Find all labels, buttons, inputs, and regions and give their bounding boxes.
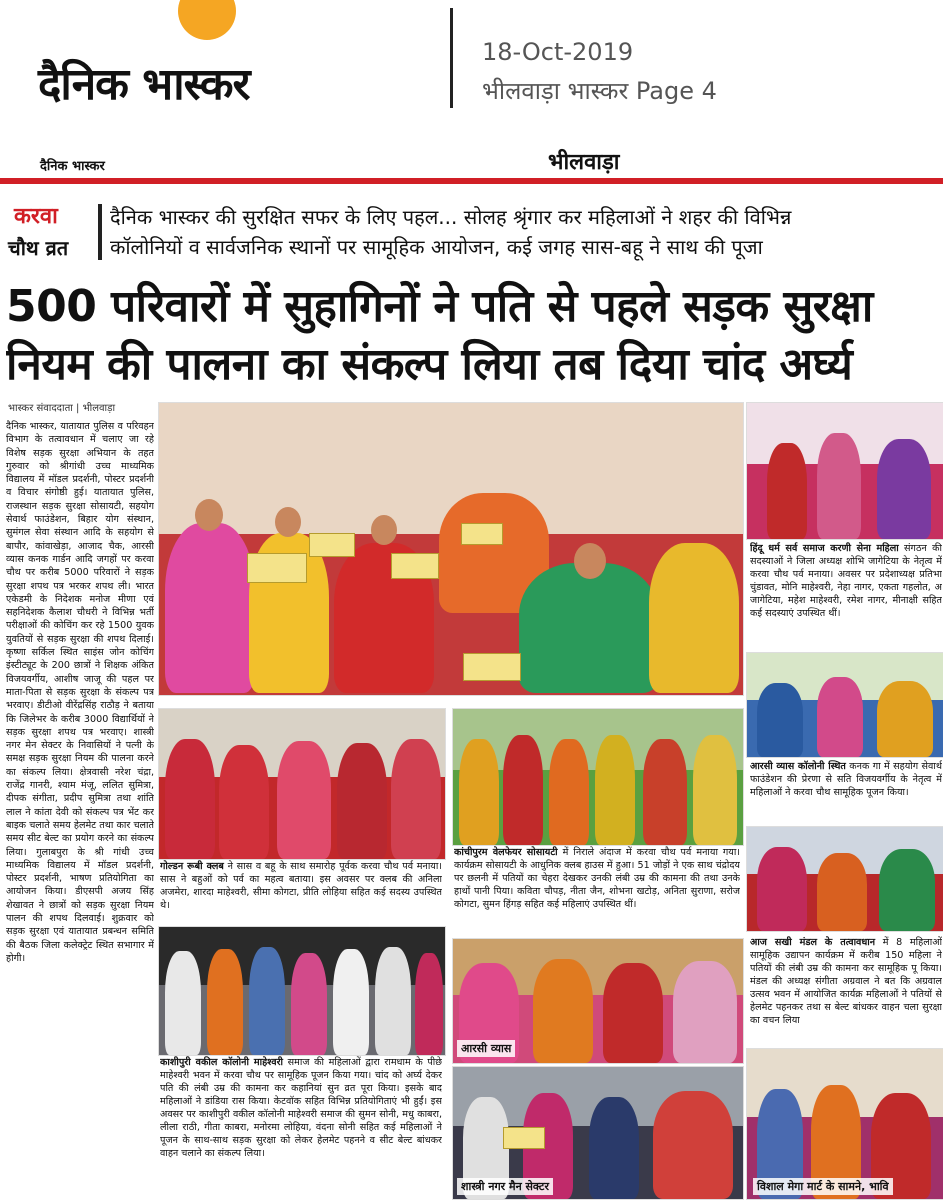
caption-kashipuri — [160, 1056, 442, 1198]
caption-hindu-dharm — [750, 542, 942, 650]
photo-label-arsi: आरसी व्यास — [457, 1040, 515, 1057]
caption-aaj-sakhi — [750, 936, 942, 1042]
kicker-tag-bottom: चौथ व्रत — [8, 236, 69, 260]
caption-golden-ruby — [160, 860, 442, 922]
masthead — [0, 0, 943, 120]
photo-label-vishal: विशाल मेगा मार्ट के सामने, भावि — [753, 1178, 893, 1195]
kicker-tag-top: करवा — [14, 204, 58, 229]
page-city: भीलवाड़ा — [548, 150, 620, 175]
byline: भास्कर संवाददाता | भीलवाड़ा — [8, 403, 116, 414]
caption-arsi-vyas-lead: आरसी व्यास कॉलोनी स्थित — [750, 761, 846, 772]
article-body: दैनिक भास्कर, यातायात पुलिस व परिवहन विभाग के तत्वावधान में चलाए जा रहे विशेष सड़क सुरक्षा अभियान के तहत गुरुवार को श्रीगांधी उच्च माध्यमिक विद्यालय में मॉडल प्रदर्शनी, पोस्टर प्रदर्शनी व विचार संगोष्ठी हुई। यातायात पुलिस, राजस्थान सड़क सुरक्षा सोसायटी, सहयोग सेवार्थ फाउंडेशन, बिहार योग संस्थान, सुमंगल सेवा संस्थान आदि के सहयोग से बापौर, कांवाखेड़ा, आजाद चैक, आरसी व्यास कनक गार्डन आदि जगहों पर करवा चौथ पर करीब 5000 परिवारों ने सड़क सुरक्षा शपथ पत्र भरकर शपथ ली। भारत एकेडमी के निदेशक मनोज मीणा एवं सहनिदेशक कैलाश चौधरी ने विभिन्न भर्ती परीक्षाओं की कोचिंग कर रहे 1500 युवक युवतियों से सड़क सुरक्षा की शपथ दिलाई। कृष्णा सर्किल स्थित साइंस जोन कोचिंग इंस्टीट्यूट के 200 छात्रों ने शिक्षक अंकित विजयवर्गीय, आशीष जाजू की पहल पर माता-पिता से सड़क सुरक्षा के संकल्प पत्र भरवाए। डीटीओ वीरेंद्रसिंह राठौड़ ने बताया कि जिलेभर के करीब 3000 विद्यार्थियों ने सड़क सुरक्षा शपथ पत्र भरवाए। शास्त्री नगर मेन सेक्टर के निवासियों ने पत्नी के समक्ष सड़क सुरक्षा नियम की पालना करने का संकल्प लिया। क्षेत्रवासी नरेश चंद्रा, राजेंद्र गानरी, श्याम मंजू, ललित सुमित्रा, दीपक संगीता, प्रदीप सुमित्रा तथा शांति लाल ने कांता देवी को संकल्प पत्र भेंट कर बाइक चलाते समय हेलमेट तथा कार चलाते समय सीट बेल्ट का प्रयोग करने का संकल्प लिया। गुलाबपुरा के श्री गांधी उच्च माध्यमिक विद्यालय में मॉडल प्रदर्शनी, पोस्टर प्रदर्शनी, भाषण प्रतियोगिता का आयोजन किया। डीएसपी अजय सिंह शेखावत ने छात्रों को सड़क सुरक्षा नियम पालन की शपथ दिलवाई। शुक्रवार को सड़क सुरक्षा एवं यातायात प्रबन्धन समिति की बैठक जिला कलेक्ट्रेट स्थित सभागार में होगी। — [6, 421, 154, 964]
caption-hindu-dharm-lead: हिंदू धर्म सर्व समाज करणी सेना महिला — [750, 543, 899, 554]
kicker-line-1: दैनिक भास्कर की सुरक्षित सफर के लिए पहल... सोलह श्रृंगार कर महिलाओं ने शहर की विभिन्न — [110, 205, 792, 229]
caption-kanchipuram — [454, 846, 740, 934]
caption-aaj-sakhi-lead: आज सखी मंडल के तत्वावधान — [750, 937, 876, 948]
headline-line-1: 500 परिवारों में सुहागिनों ने पति से पहले सड़क सुरक्षा — [6, 281, 873, 332]
red-rule — [0, 178, 943, 184]
caption-kanchipuram-lead: कांचीपुरम वेलफेयर सोसायटी — [454, 847, 558, 858]
photo-kanchipuram — [452, 708, 744, 846]
photo-shastri-nagar — [452, 1066, 744, 1200]
caption-arsi-vyas — [750, 760, 942, 820]
photo-golden-ruby — [158, 708, 446, 860]
divider — [450, 8, 453, 108]
photo-group-men — [158, 926, 446, 1056]
caption-aaj-sakhi-text: में 8 महिलाओं सामूहिक उद्यापन कार्यक्रम में करीब 150 महिला ने पतियों की लंबी उम्र की कामना कर सामूहिक पू किया। मंडल की अध्यक्ष संगीता अग्रवाल ने बत कि अग्रवाल उत्सव भवन में आयोजित कार्यक्र महिलाओं ने पतियों से हेलमेट पहनकर तथा स बेल्ट बांधकर वाहन चला सुरक्षा का वचन लिया — [750, 937, 942, 1026]
caption-golden-ruby-text: ने सास व बहू के साथ समारोह पूर्वक करवा चौथ पर्व मनाया। सास ने बहुओं को पर्व का महत्व बताया। इस अवसर पर क्लब की अनिला अजमेरा, शारदा माहेश्वरी, सीमा कोगटा, प्रीति लोहिया सहित कई सदस्य उपस्थित थे। — [160, 861, 442, 911]
page-brand: दैनिक भास्कर — [40, 159, 105, 174]
kicker-divider — [98, 204, 102, 260]
edition-page: भीलवाड़ा भास्कर Page 4 — [482, 77, 717, 105]
kicker-tag — [8, 200, 92, 261]
sun-logo-icon — [178, 0, 236, 40]
caption-arsi-vyas-text: कनक गा में सहयोग सेवार्थ फाउंडेशन की प्रेरणा से सति विजयवर्गीय के नेतृत्व में महिलाओं ने करवा चौथ सामूहिक पूजन किया। — [750, 761, 942, 798]
caption-kashipuri-lead: काशीपुरी वकील कॉलोनी माहेश्वरी — [160, 1057, 283, 1068]
caption-kashipuri-text: समाज की महिलाओं द्वारा रामधाम के पीछे माहेश्वरी भवन में करवा चौथ पर सामूहिक पूजन किया गया। चांद को अर्घ्य देकर पति की लंबी उम्र की कामना कर कहानियां सुन व्रत पूरा किया। इसके बाद महिलाओं ने डांडिया रास किया। केटवॉक सहित विभिन्न प्रतियोगिताएं भी हुईं। इस अवसर पर काशीपुरी वकील कॉलोनी माहेश्वरी समाज की सुमन सोनी, मधु काबरा, लीला राठी, गीता काबरा, मनोरमा लोहिया, वंदना सोनी सहित कई महिलाओं ने पूजन के साथ-साथ सड़क सुरक्षा को लेकर हेलमेट पहनने व सीट बेल्ट बांधकर वाहन चलाने का संकल्प लिया। — [160, 1057, 442, 1159]
edition-date: 18-Oct-2019 — [482, 38, 634, 66]
photo-label-shastri: शास्त्री नगर मैन सेक्टर — [457, 1178, 553, 1195]
caption-hindu-dharm-text: संगठन की सदस्याओं ने जिला अध्यक्ष शोभि जागेटिया के नेतृत्व में करवा चौथ पर्व मनाया। अवसर पर प्रदेशाध्यक्ष प्रतिभा चुंडावत, मोनि माहेश्वरी, नेहा नागर, एकता गहलोत, अ जागेटिया, महेश माहेश्वरी, रमेश नागर, मीनाक्षी सहित कई सदस्याएं उपस्थित थीं। — [750, 543, 942, 619]
main-photo — [158, 402, 744, 696]
headline-line-2: नियम की पालना का संकल्प लिया तब दिया चांद अर्घ्य — [6, 339, 853, 390]
kicker-text — [110, 202, 943, 262]
caption-golden-ruby-lead: गोल्डन रूबी क्लब — [160, 861, 224, 872]
headline — [6, 278, 943, 394]
photo-aaj-sakhi — [746, 826, 943, 932]
kicker-line-2: कॉलोनियों व सार्वजनिक स्थानों पर सामूहिक आयोजन, कई जगह सास-बहू ने साथ की पूजा — [110, 235, 763, 259]
caption-kanchipuram-text: में निराले अंदाज में करवा चौथ पर्व मनाया गया। कार्यक्रम सोसायटी के आधुनिक क्लब हाउस में हुआ। 51 जोड़ों ने एक साथ चंद्रोदय पर छलनी में पतियों का चेहरा देखकर उनकी लंबी उम्र की कामना की तथा उनके हाथों पानी पिया। कविता चौपड़, नीता जैन, शोभना खटोड़, अनिता सुराणा, सरोज कोगटा, सुमन हिंगड़ सहित कई महिलाएं उपस्थित थीं। — [454, 847, 740, 910]
newspaper-logo: दैनिक भास्कर — [38, 59, 250, 110]
page-header — [0, 142, 943, 182]
photo-arsi-vyas — [452, 938, 744, 1064]
photo-arsi-vyas-colony — [746, 652, 943, 758]
photo-hindu-dharm — [746, 402, 943, 540]
photo-vishal-mega-mart — [746, 1048, 943, 1200]
